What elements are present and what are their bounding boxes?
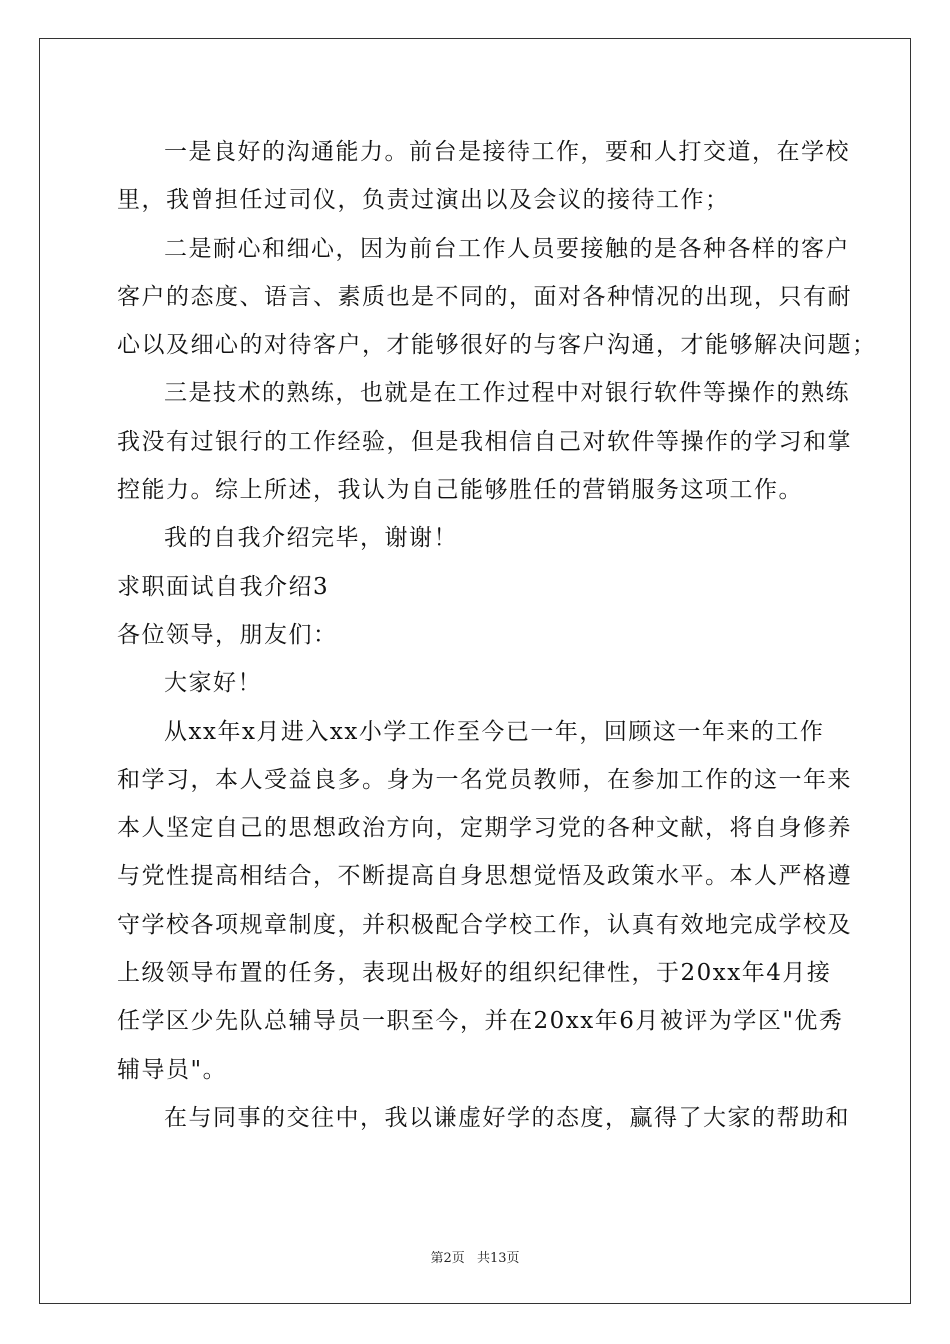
text-line: 里，我曾担任过司仪，负责过演出以及会议的接待工作； [117, 187, 730, 214]
text-line: 在与同事的交往中，我以谦虚好学的态度，赢得了大家的帮助和 [164, 1104, 850, 1131]
text-line: 客户的态度、语言、素质也是不同的，面对各种情况的出现，只有耐 [117, 283, 852, 310]
text-line: 大家好！ [164, 670, 262, 697]
text-line: 我的自我介绍完毕，谢谢！ [164, 525, 458, 552]
page-number: 第2页 [430, 1251, 465, 1266]
text-line: 三是技术的熟练，也就是在工作过程中对银行软件等操作的熟练 [164, 380, 850, 407]
text-line: 守学校各项规章制度，并积极配合学校工作，认真有效地完成学校及 [117, 911, 852, 938]
text-line: 和学习，本人受益良多。身为一名党员教师，在参加工作的这一年来 [117, 766, 852, 793]
text-line: 任学区少先队总辅导员一职至今，并在20xx年6月被评为学区"优秀 [117, 1008, 844, 1035]
text-line: 控能力。综上所述，我认为自己能够胜任的营销服务这项工作。 [117, 477, 803, 504]
page-footer [0, 1247, 950, 1266]
text-line: 上级领导布置的任务，表现出极好的组织纪律性，于20xx年4月接 [117, 960, 832, 987]
text-line: 各位领导，朋友们： [117, 621, 338, 648]
text-line: 辅导员"。 [117, 1056, 228, 1083]
total-pages: 共13页 [476, 1251, 520, 1266]
text-line: 我没有过银行的工作经验，但是我相信自己对软件等操作的学习和掌 [117, 428, 852, 455]
text-line: 求职面试自我介绍3 [117, 573, 330, 600]
document-body [117, 128, 877, 1142]
text-line: 心以及细心的对待客户，才能够很好的与客户沟通，才能够解决问题； [117, 332, 877, 359]
text-line: 一是良好的沟通能力。前台是接待工作，要和人打交道，在学校 [164, 139, 850, 165]
text-line: 本人坚定自己的思想政治方向，定期学习党的各种文献，将自身修养 [117, 815, 852, 842]
text-line: 从xx年x月进入xx小学工作至今已一年，回顾这一年来的工作 [164, 718, 825, 745]
text-line: 二是耐心和细心，因为前台工作人员要接触的是各种各样的客户 [164, 235, 850, 262]
text-line: 与党性提高相结合，不断提高自身思想觉悟及政策水平。本人严格遵 [117, 863, 852, 890]
